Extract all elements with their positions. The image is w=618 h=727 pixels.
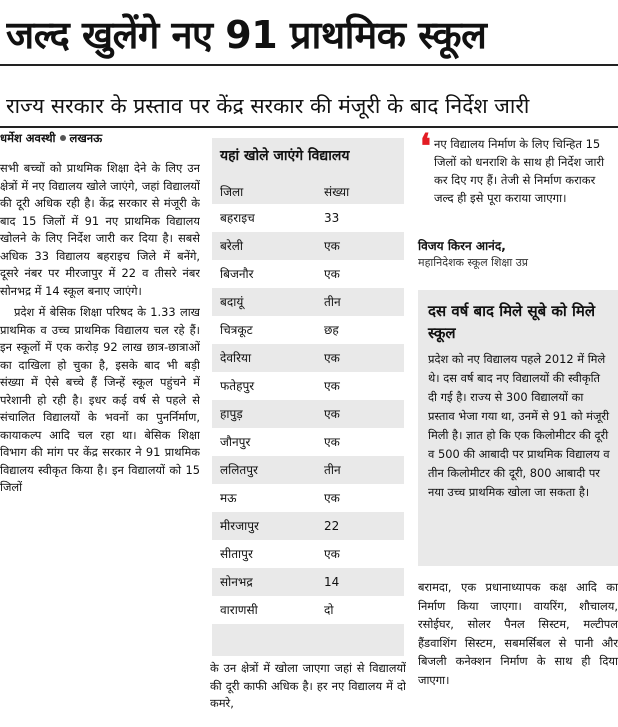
count-cell: एक xyxy=(324,267,340,281)
table-row xyxy=(212,484,404,512)
district-cell: मीरजापुर xyxy=(220,519,259,533)
article-column-3: बरामदा, एक प्रधानाध्यापक कक्ष आदि का निर्माण किया जाएगा। वायरिंग, शौचालय, रसोईघर, सोलर पैनल सिस्टम, मल्टीपल हैंडवाशिंग सिस्टम, सबमर्सिबल से पानी और बिजली कनेक्शन निर्माण के साथ ही दिया जाएगा। xyxy=(418,580,618,687)
byline-location: लखनऊ xyxy=(69,131,103,145)
table-row xyxy=(212,232,404,260)
table-row xyxy=(212,568,404,596)
sidebar-box xyxy=(418,290,618,566)
table-row xyxy=(212,540,404,568)
quote-mark-icon: ❛ xyxy=(420,127,431,167)
district-cell: हापुड़ xyxy=(220,407,243,421)
article-column-1 xyxy=(0,160,200,727)
count-cell: एक xyxy=(324,239,340,253)
district-cell: बहराइच xyxy=(220,211,255,225)
district-cell: देवरिया xyxy=(220,351,252,365)
district-cell: वाराणसी xyxy=(220,603,258,617)
district-cell: फतेहपुर xyxy=(220,379,255,393)
byline-author: धर्मेश अवस्थी xyxy=(0,131,56,145)
schools-table xyxy=(212,138,404,656)
count-cell: 33 xyxy=(324,211,340,225)
article-paragraph: प्रदेश में बेसिक शिक्षा परिषद के 1.33 लाख प्राथमिक व उच्च प्राथमिक विद्यालय चल रहे हैं। इन स्कूलों में एक करोड़ 92 लाख छात्र-छात्राओं का दाखिला हो चुका है, इसके बाद भी बड़ी संख्या में ऐसे बच्चे हैं जिन्हें स्कूल पहुंचने में परेशानी हो रही है। इधर कई वर्ष से पहले से संचालित विद्यालयों के भवनों का पुनर्निर्माण, कायाकल्प आदि चल रहा था। बेसिक शिक्षा विभाग की मांग पर केंद्र सरकार ने 91 प्राथमिक विद्यालय स्वीकृत किया है। इन विद्यालयों को 15 जिलों xyxy=(0,305,200,494)
table-row xyxy=(212,316,404,344)
article-paragraph: सभी बच्चों को प्राथमिक शिक्षा देने के लिए उन क्षेत्रों में नए विद्यालय खोले जाएंगे, जहां विद्यालयों की दूरी अधिक रही है। केंद्र सरकार से मंजूरी के बाद 15 जिलों में 91 नए प्राथमिक विद्यालय खोलने के लिए निर्देश जारी कर दिया है। सबसे अधिक 33 विद्यालय बहराइच जिले में बनेंगे, दूसरे नंबर पर मीरजापुर में 22 व तीसरे नंबर सोनभद्र में 14 स्कूल बनाए जाएंगे। xyxy=(0,161,200,298)
quote-author-role: महानिदेशक स्कूल शिक्षा उप्र xyxy=(418,256,529,269)
table-row xyxy=(212,204,404,232)
table-row xyxy=(212,512,404,540)
count-cell: तीन xyxy=(324,295,341,309)
count-cell: एक xyxy=(324,407,340,421)
district-cell: चित्रकूट xyxy=(220,323,253,337)
sidebar-title: दस वर्ष बाद मिले सूबे को मिले स्कूल xyxy=(428,302,596,342)
count-cell: एक xyxy=(324,435,340,449)
table-row xyxy=(212,344,404,372)
count-cell: दो xyxy=(324,603,334,617)
table-row xyxy=(212,428,404,456)
table-row xyxy=(212,400,404,428)
quote-author: विजय किरन आनंद, xyxy=(418,239,506,253)
sidebar-text: प्रदेश को नए विद्यालय पहले 2012 में मिले थे। दस वर्ष बाद नए विद्यालयों की स्वीकृति दी गई है। राज्य से 300 विद्यालयों का प्रस्ताव भेजा गया था, उनमें से 91 को मंजूरी मिली है। ज्ञात हो कि एक किलोमीटर की दूरी व 500 की आबादी पर प्राथमिक विद्यालय व तीन किलोमीटर की दूरी, 800 आबादी पर नया उच्च प्राथमिक खोला जा सकता है। xyxy=(428,352,610,499)
count-cell: 22 xyxy=(324,519,340,533)
subheadline: राज्य सरकार के प्रस्ताव पर केंद्र सरकार की मंजूरी के बाद निर्देश जारी xyxy=(6,94,530,118)
article-column-2: के उन क्षेत्रों में खोला जाएगा जहां से विद्यालयों की दूरी काफी अधिक है। हर नए विद्यालय में दो कमरे, xyxy=(210,661,406,710)
district-cell: बरेली xyxy=(220,239,244,253)
district-cell: सोनभद्र xyxy=(220,575,253,589)
bullet-icon xyxy=(60,135,66,141)
district-cell: बिजनौर xyxy=(220,267,254,281)
district-cell: बदायूं xyxy=(220,295,244,309)
district-cell: सीतापुर xyxy=(220,547,253,561)
table-row xyxy=(212,260,404,288)
district-cell: जौनपुर xyxy=(220,435,251,449)
table-row xyxy=(212,456,404,484)
count-cell: एक xyxy=(324,491,340,505)
table-title: यहां खोले जाएंगे विद्यालय xyxy=(220,148,350,164)
table-header-count: संख्या xyxy=(324,185,350,199)
count-cell: एक xyxy=(324,351,340,365)
count-cell: 14 xyxy=(324,575,340,589)
quote-text: नए विद्यालय निर्माण के लिए चिन्हित 15 जिलों को धनराशि के साथ ही निर्देश जारी कर दिए गए हैं। तेजी से निर्माण कराकर जल्द ही इसे पूरा कराया जाएगा। xyxy=(434,137,605,205)
count-cell: एक xyxy=(324,379,340,393)
count-cell: एक xyxy=(324,547,340,561)
headline-rule xyxy=(0,64,618,66)
table-row xyxy=(212,596,404,624)
district-cell: ललितपुर xyxy=(220,463,258,477)
byline xyxy=(0,128,205,148)
count-cell: तीन xyxy=(324,463,341,477)
count-cell: छह xyxy=(324,323,339,337)
district-cell: मऊ xyxy=(220,491,237,505)
headline: जल्द खुलेंगे नए 91 प्राथमिक स्कूल xyxy=(6,13,487,57)
table-header-district: जिला xyxy=(220,185,244,199)
table-row xyxy=(212,288,404,316)
table-row xyxy=(212,372,404,400)
